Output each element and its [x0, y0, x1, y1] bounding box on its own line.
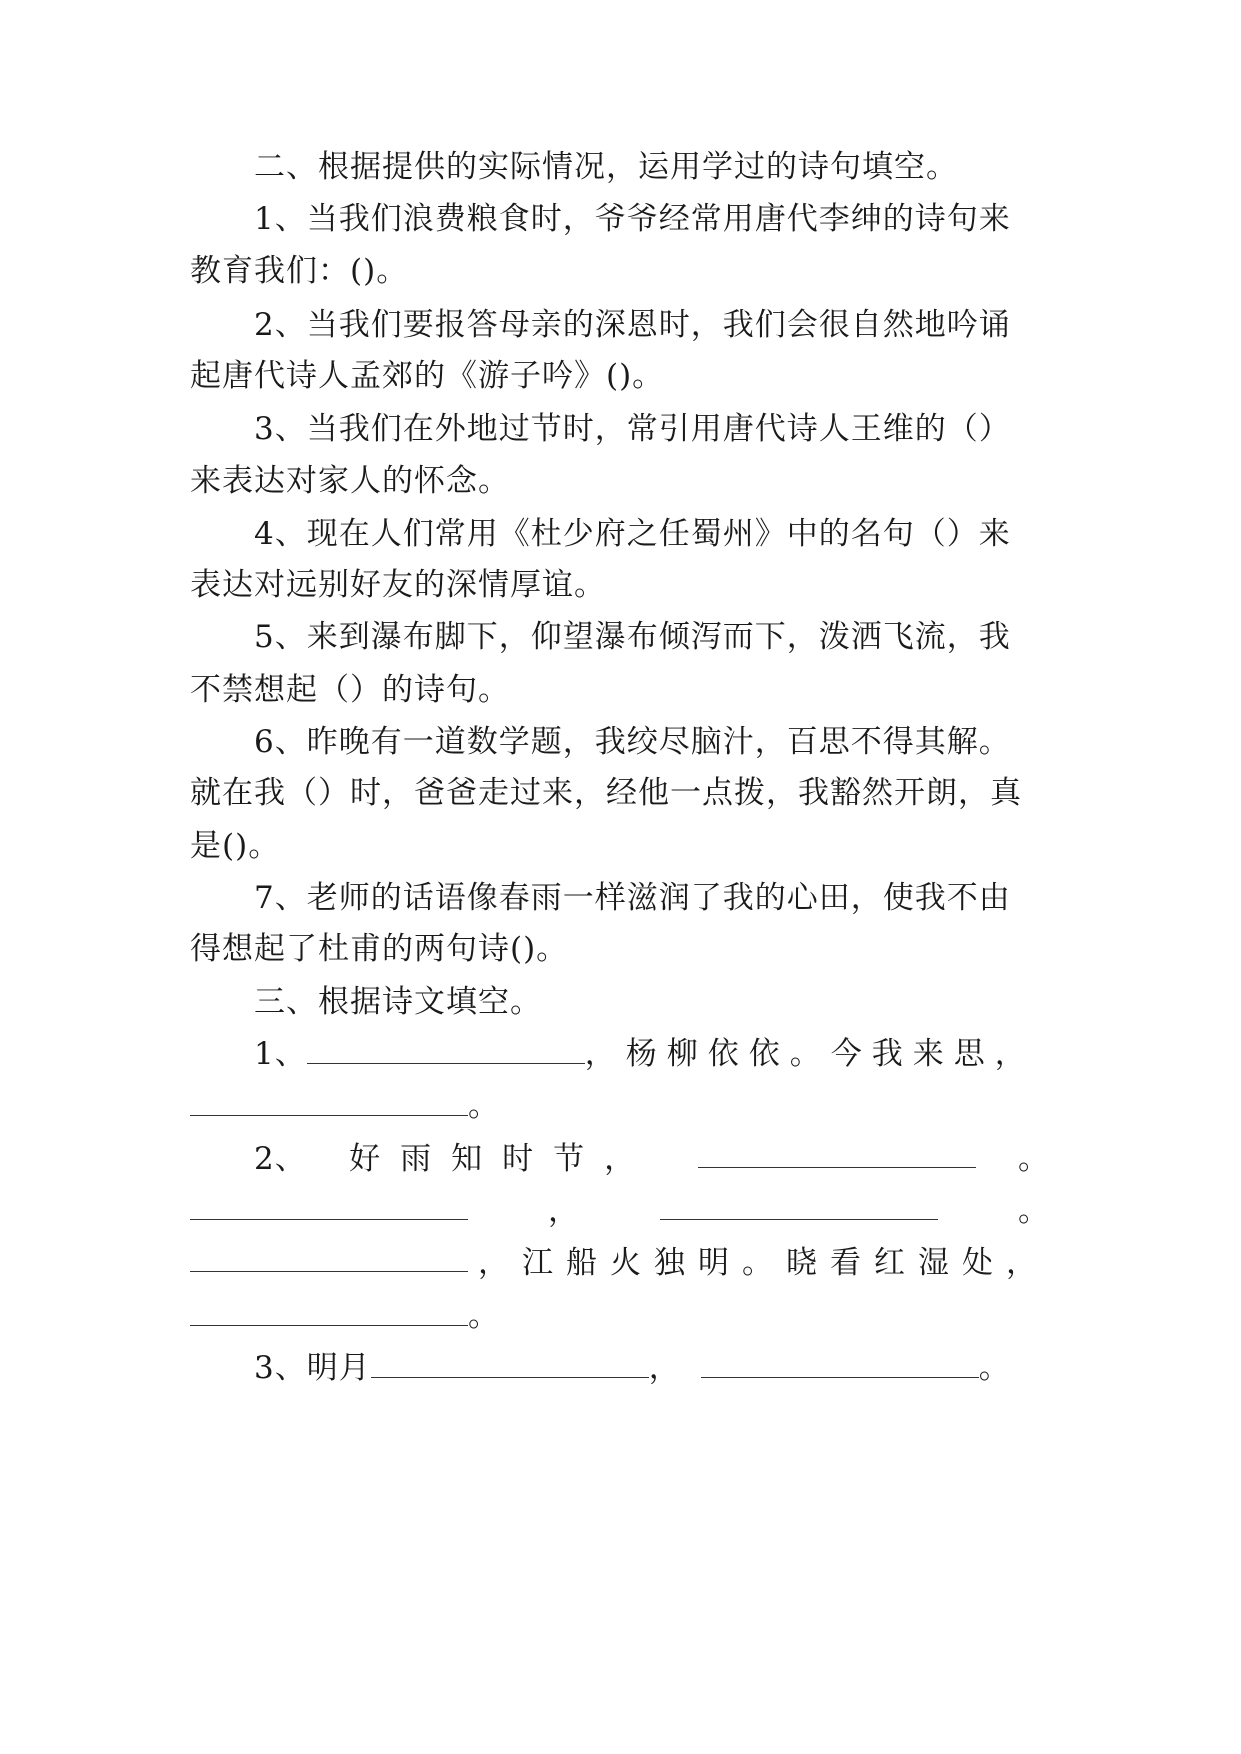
answer-blank[interactable] — [701, 1349, 979, 1378]
q1-line2: 教育我们：()。 — [190, 253, 409, 289]
s3-q3-end: 。 — [978, 1350, 1011, 1386]
q7-line1: 7、老师的话语像春雨一样滋润了我的心田，使我不由 — [254, 880, 1011, 916]
s3-q1-end: 。 — [468, 1088, 500, 1124]
q5-line2: 不禁想起（）的诗句。 — [190, 672, 510, 708]
q3-line2: 来表达对家人的怀念。 — [190, 463, 510, 499]
q3-line1: 3、当我们在外地过节时，常引用唐代诗人王维的（） — [254, 411, 1011, 447]
section2-heading: 二、根据提供的实际情况，运用学过的诗句填空。 — [254, 149, 958, 185]
s3-q2-line1 — [254, 1139, 1050, 1179]
section3-heading: 三、根据诗文填空。 — [254, 984, 542, 1020]
q5-line1: 5、来到瀑布脚下，仰望瀑布倾泻而下，泼洒飞流，我 — [254, 619, 1011, 655]
s3-q1-line2 — [190, 1086, 1050, 1126]
answer-blank[interactable] — [190, 1243, 468, 1272]
answer-blank[interactable] — [371, 1349, 649, 1378]
answer-blank[interactable] — [307, 1035, 585, 1064]
s3-q2-line3 — [190, 1243, 1050, 1283]
s3-q2-verse2: ，江船火独明。晓看红湿处， — [478, 1245, 1050, 1281]
answer-blank[interactable] — [190, 1087, 468, 1116]
s3-q2-line2 — [190, 1191, 1050, 1231]
s3-q2-end3: 。 — [468, 1298, 500, 1334]
s3-q2-number: 2、 — [254, 1141, 307, 1177]
q6-line3: 是()。 — [190, 828, 281, 864]
s3-q3-line1 — [254, 1348, 1074, 1388]
s3-q2-comma: ， — [548, 1193, 580, 1229]
s3-q2-end1: 。 — [1018, 1141, 1050, 1177]
q6-line2: 就在我（）时，爸爸走过来，经他一点拨，我豁然开朗，真 — [190, 775, 1022, 811]
s3-q2-line4 — [190, 1296, 1050, 1336]
s3-q1-verse: ，杨柳依依。今我来思， — [584, 1036, 1036, 1072]
q4-line2: 表达对远别好友的深情厚谊。 — [190, 567, 606, 603]
answer-blank[interactable] — [698, 1139, 976, 1168]
q7-line2: 得想起了杜甫的两句诗()。 — [190, 931, 569, 967]
s3-q1-line1 — [254, 1034, 1050, 1074]
answer-blank[interactable] — [190, 1297, 468, 1326]
answer-blank[interactable] — [660, 1191, 938, 1220]
s3-q3-start: 3、明月 — [254, 1350, 371, 1386]
s3-q2-end2: 。 — [1018, 1193, 1050, 1229]
q2-line2: 起唐代诗人孟郊的《游子吟》()。 — [190, 358, 665, 394]
q4-line1: 4、现在人们常用《杜少府之任蜀州》中的名句（）来 — [254, 516, 1011, 552]
s3-q2-verse: 好雨知时节， — [349, 1141, 656, 1177]
q6-line1: 6、昨晚有一道数学题，我绞尽脑汁，百思不得其解。 — [254, 724, 1011, 760]
s3-q3-comma: ， — [648, 1350, 681, 1386]
s3-q1-number: 1、 — [254, 1036, 307, 1072]
q2-line1: 2、当我们要报答母亲的深恩时，我们会很自然地吟诵 — [254, 307, 1011, 343]
answer-blank[interactable] — [190, 1191, 468, 1220]
q1-line1: 1、当我们浪费粮食时，爷爷经常用唐代李绅的诗句来 — [254, 201, 1011, 237]
